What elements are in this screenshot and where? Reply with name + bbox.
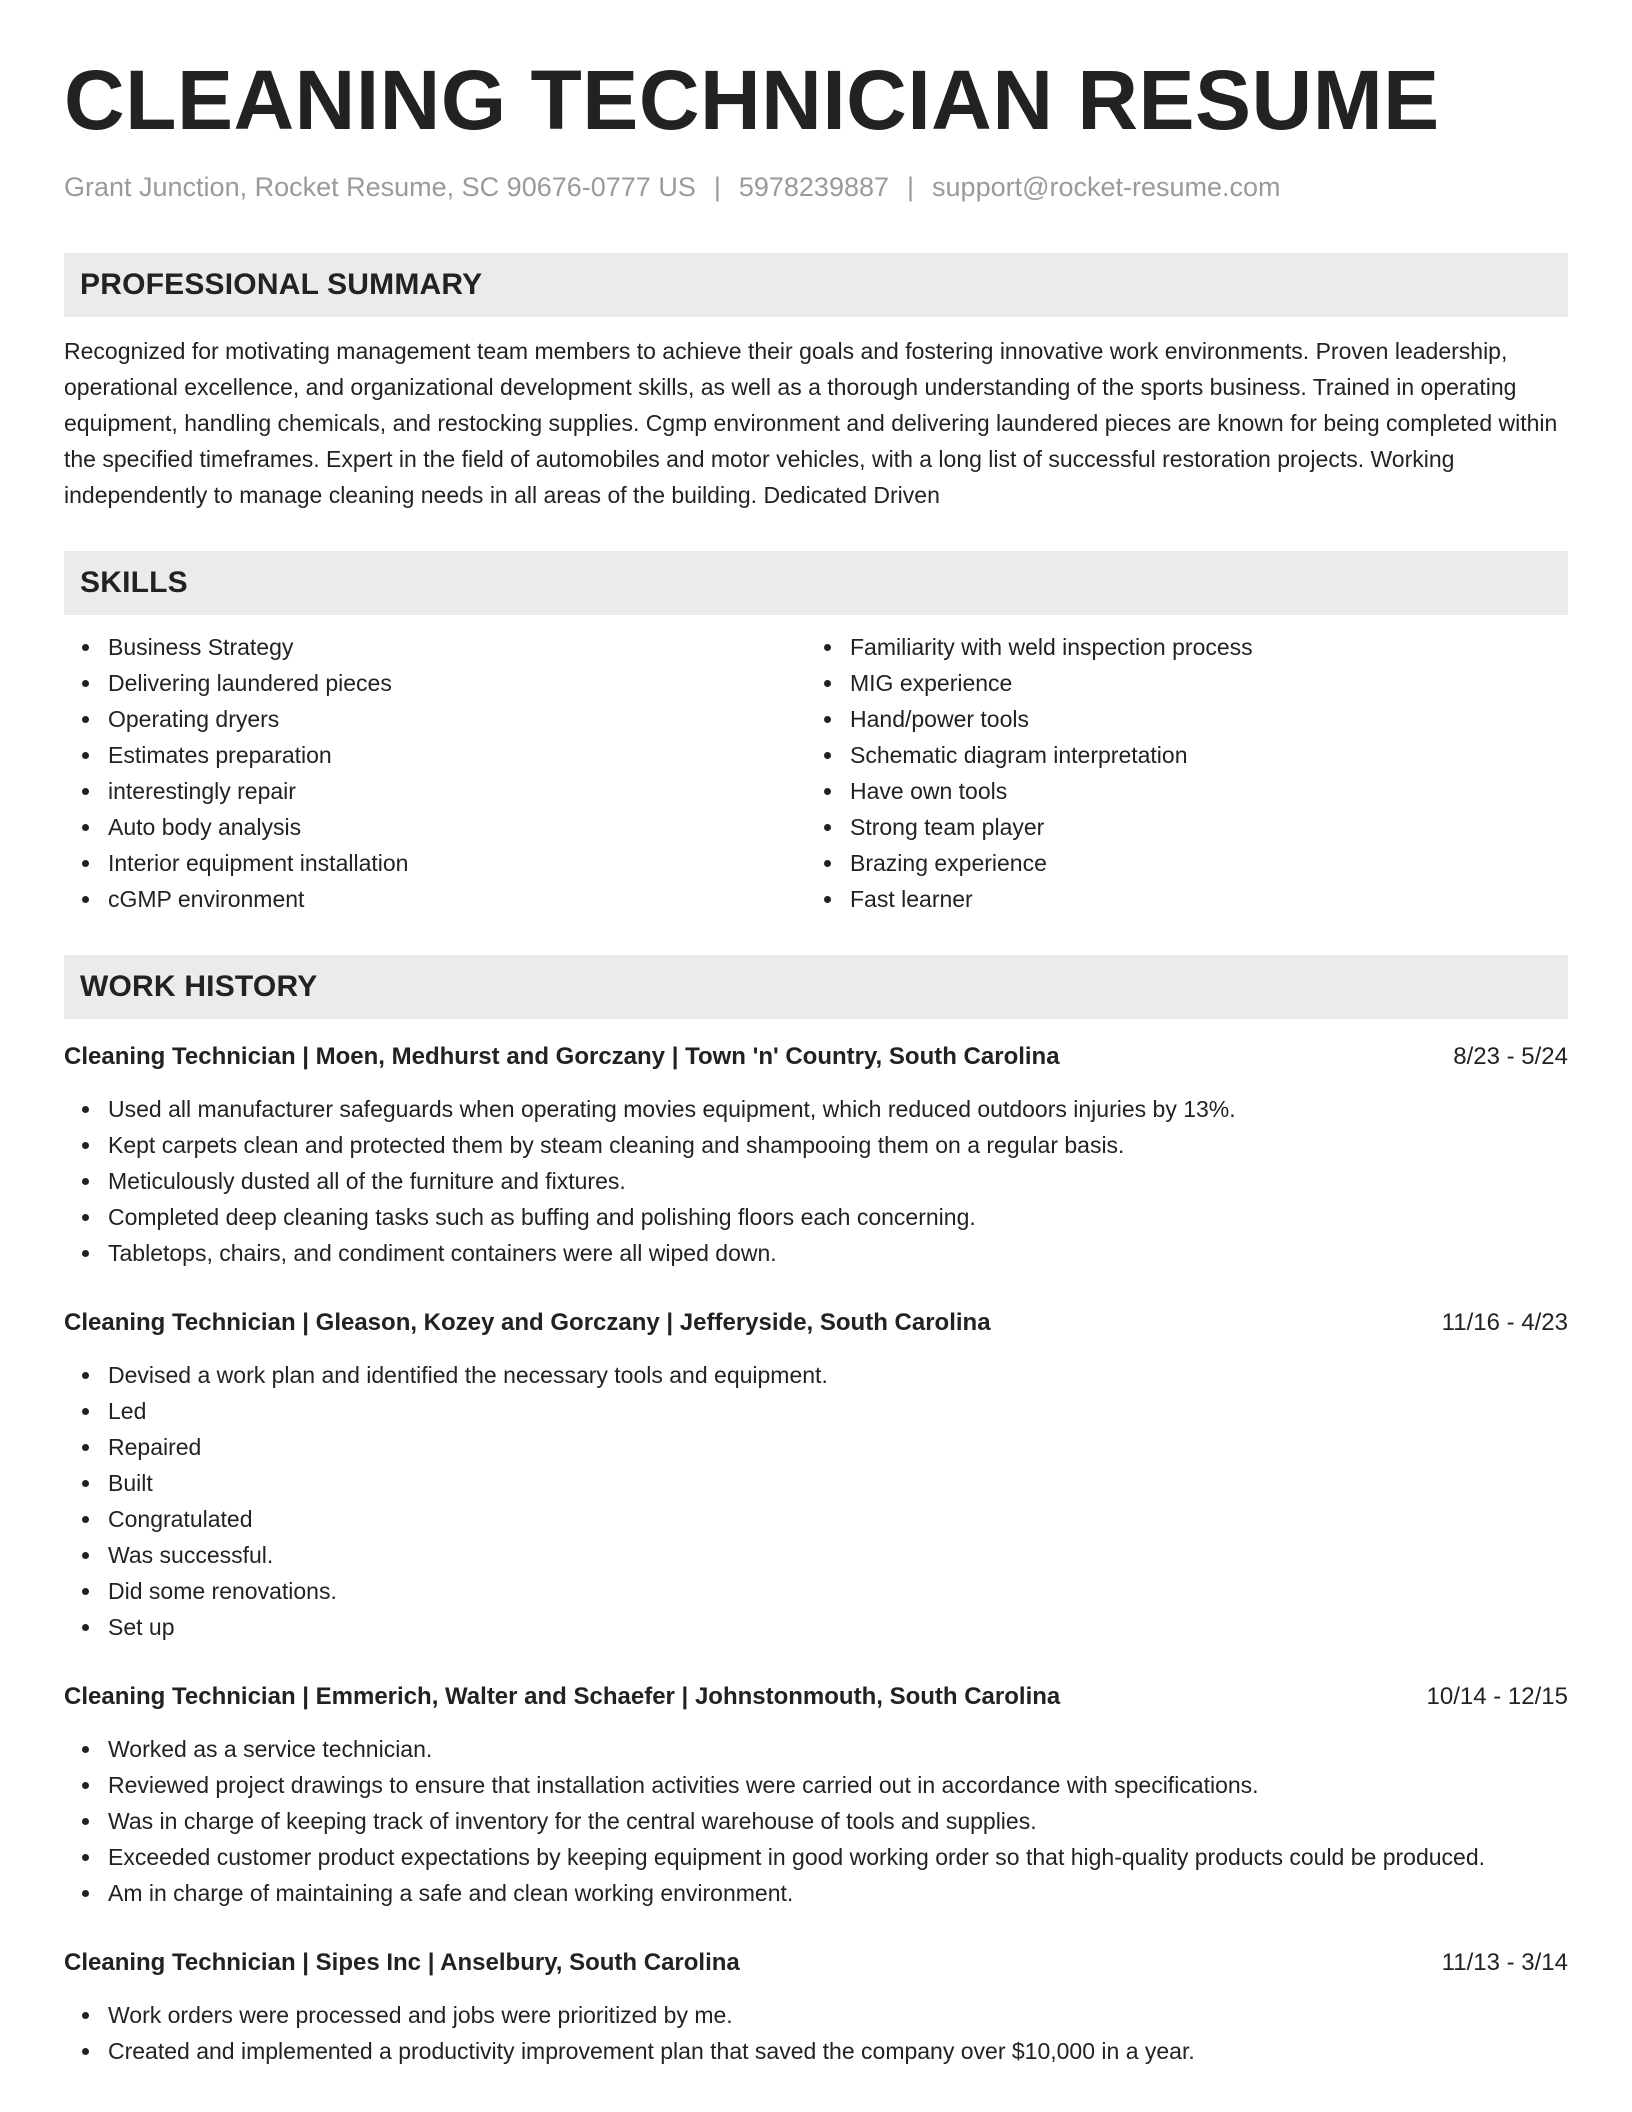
job-bullets bbox=[64, 1357, 1568, 1645]
job-entry bbox=[64, 1679, 1568, 1911]
skill-item: Strong team player bbox=[806, 809, 1548, 845]
job-bullet: Was successful. bbox=[64, 1537, 1568, 1573]
job-header bbox=[64, 1039, 1568, 1075]
job-title: Cleaning Technician | Emmerich, Walter and Schaefer | Johnstonmouth, South Carolina bbox=[64, 1683, 1061, 1710]
section-header-work-history: WORK HISTORY bbox=[64, 955, 1568, 1019]
skills-column-left bbox=[64, 629, 806, 917]
job-bullet: Congratulated bbox=[64, 1501, 1568, 1537]
job-dates: 11/16 - 4/23 bbox=[1441, 1309, 1568, 1336]
skill-item: Auto body analysis bbox=[64, 809, 806, 845]
contact-address: Grant Junction, Rocket Resume, SC 90676-0777 US bbox=[64, 172, 696, 202]
job-bullet: Did some renovations. bbox=[64, 1573, 1568, 1609]
job-bullet: Was in charge of keeping track of inventory for the central warehouse of tools and supplies. bbox=[64, 1803, 1568, 1839]
job-header bbox=[64, 1679, 1568, 1715]
job-bullet: Built bbox=[64, 1465, 1568, 1501]
job-title: Cleaning Technician | Moen, Medhurst and Gorczany | Town 'n' Country, South Carolina bbox=[64, 1043, 1060, 1070]
job-dates: 10/14 - 12/15 bbox=[1426, 1683, 1568, 1710]
summary-text: Recognized for motivating management team members to achieve their goals and fostering innovative work environments. Proven leadership, operational excellence, and organizational development skills, as well as a thorough understanding of the sports business. Trained in operating equipment, handling chemicals, and restocking supplies. Cgmp environment and delivering laundered pieces are known for being completed within the specified timeframes. Expert in the field of automobiles and motor vehicles, with a long list of successful restoration projects. Working independently to manage cleaning needs in all areas of the building. Dedicated Driven bbox=[64, 338, 1558, 508]
skill-item: Business Strategy bbox=[64, 629, 806, 665]
job-title: Cleaning Technician | Sipes Inc | Anselbury, South Carolina bbox=[64, 1949, 740, 1976]
job-bullet: Led bbox=[64, 1393, 1568, 1429]
job-bullets bbox=[64, 1091, 1568, 1271]
skill-item: Brazing experience bbox=[806, 845, 1548, 881]
skill-item: Hand/power tools bbox=[806, 701, 1548, 737]
skill-item: Have own tools bbox=[806, 773, 1548, 809]
job-bullet: Kept carpets clean and protected them by steam cleaning and shampooing them on a regular basis. bbox=[64, 1127, 1568, 1163]
contact-separator: | bbox=[907, 172, 915, 202]
job-dates: 8/23 - 5/24 bbox=[1453, 1043, 1568, 1070]
skill-item: Estimates preparation bbox=[64, 737, 806, 773]
job-bullets bbox=[64, 1997, 1568, 2069]
job-bullet: Exceeded customer product expectations by keeping equipment in good working order so that high-quality products could be produced. bbox=[64, 1839, 1568, 1875]
job-bullet: Reviewed project drawings to ensure that installation activities were carried out in accordance with specifications. bbox=[64, 1767, 1568, 1803]
contact-line bbox=[64, 172, 1568, 203]
job-bullet: Am in charge of maintaining a safe and clean working environment. bbox=[64, 1875, 1568, 1911]
job-header bbox=[64, 1305, 1568, 1341]
contact-phone: 5978239887 bbox=[738, 172, 890, 202]
skill-item: Delivering laundered pieces bbox=[64, 665, 806, 701]
job-bullet: Created and implemented a productivity improvement plan that saved the company over $10,000 in a year. bbox=[64, 2033, 1568, 2069]
skill-item: Familiarity with weld inspection process bbox=[806, 629, 1548, 665]
skill-item: Fast learner bbox=[806, 881, 1548, 917]
skill-item: cGMP environment bbox=[64, 881, 806, 917]
job-bullet: Used all manufacturer safeguards when operating movies equipment, which reduced outdoors injuries by 13%. bbox=[64, 1091, 1568, 1127]
skills-column-right bbox=[806, 629, 1548, 917]
job-bullets bbox=[64, 1731, 1568, 1911]
skills-grid bbox=[64, 629, 1568, 917]
job-entry bbox=[64, 1039, 1568, 1271]
skill-item: Schematic diagram interpretation bbox=[806, 737, 1548, 773]
section-header-skills: SKILLS bbox=[64, 551, 1568, 615]
skill-item: interestingly repair bbox=[64, 773, 806, 809]
skill-item: MIG experience bbox=[806, 665, 1548, 701]
contact-separator: | bbox=[713, 172, 721, 202]
resume-title: CLEANING TECHNICIAN RESUME bbox=[64, 53, 1440, 147]
job-bullet: Devised a work plan and identified the necessary tools and equipment. bbox=[64, 1357, 1568, 1393]
job-bullet: Meticulously dusted all of the furniture and fixtures. bbox=[64, 1163, 1568, 1199]
job-entry bbox=[64, 1305, 1568, 1645]
job-entry bbox=[64, 1945, 1568, 2069]
job-bullet: Set up bbox=[64, 1609, 1568, 1645]
contact-email: support@rocket-resume.com bbox=[932, 172, 1281, 202]
job-header bbox=[64, 1945, 1568, 1981]
job-bullet: Tabletops, chairs, and condiment containers were all wiped down. bbox=[64, 1235, 1568, 1271]
skill-item: Interior equipment installation bbox=[64, 845, 806, 881]
job-bullet: Repaired bbox=[64, 1429, 1568, 1465]
skill-item: Operating dryers bbox=[64, 701, 806, 737]
job-dates: 11/13 - 3/14 bbox=[1441, 1949, 1568, 1976]
section-header-summary: PROFESSIONAL SUMMARY bbox=[64, 253, 1568, 317]
job-bullet: Worked as a service technician. bbox=[64, 1731, 1568, 1767]
job-title: Cleaning Technician | Gleason, Kozey and Gorczany | Jefferyside, South Carolina bbox=[64, 1309, 991, 1336]
job-bullet: Work orders were processed and jobs were prioritized by me. bbox=[64, 1997, 1568, 2033]
job-bullet: Completed deep cleaning tasks such as buffing and polishing floors each concerning. bbox=[64, 1199, 1568, 1235]
